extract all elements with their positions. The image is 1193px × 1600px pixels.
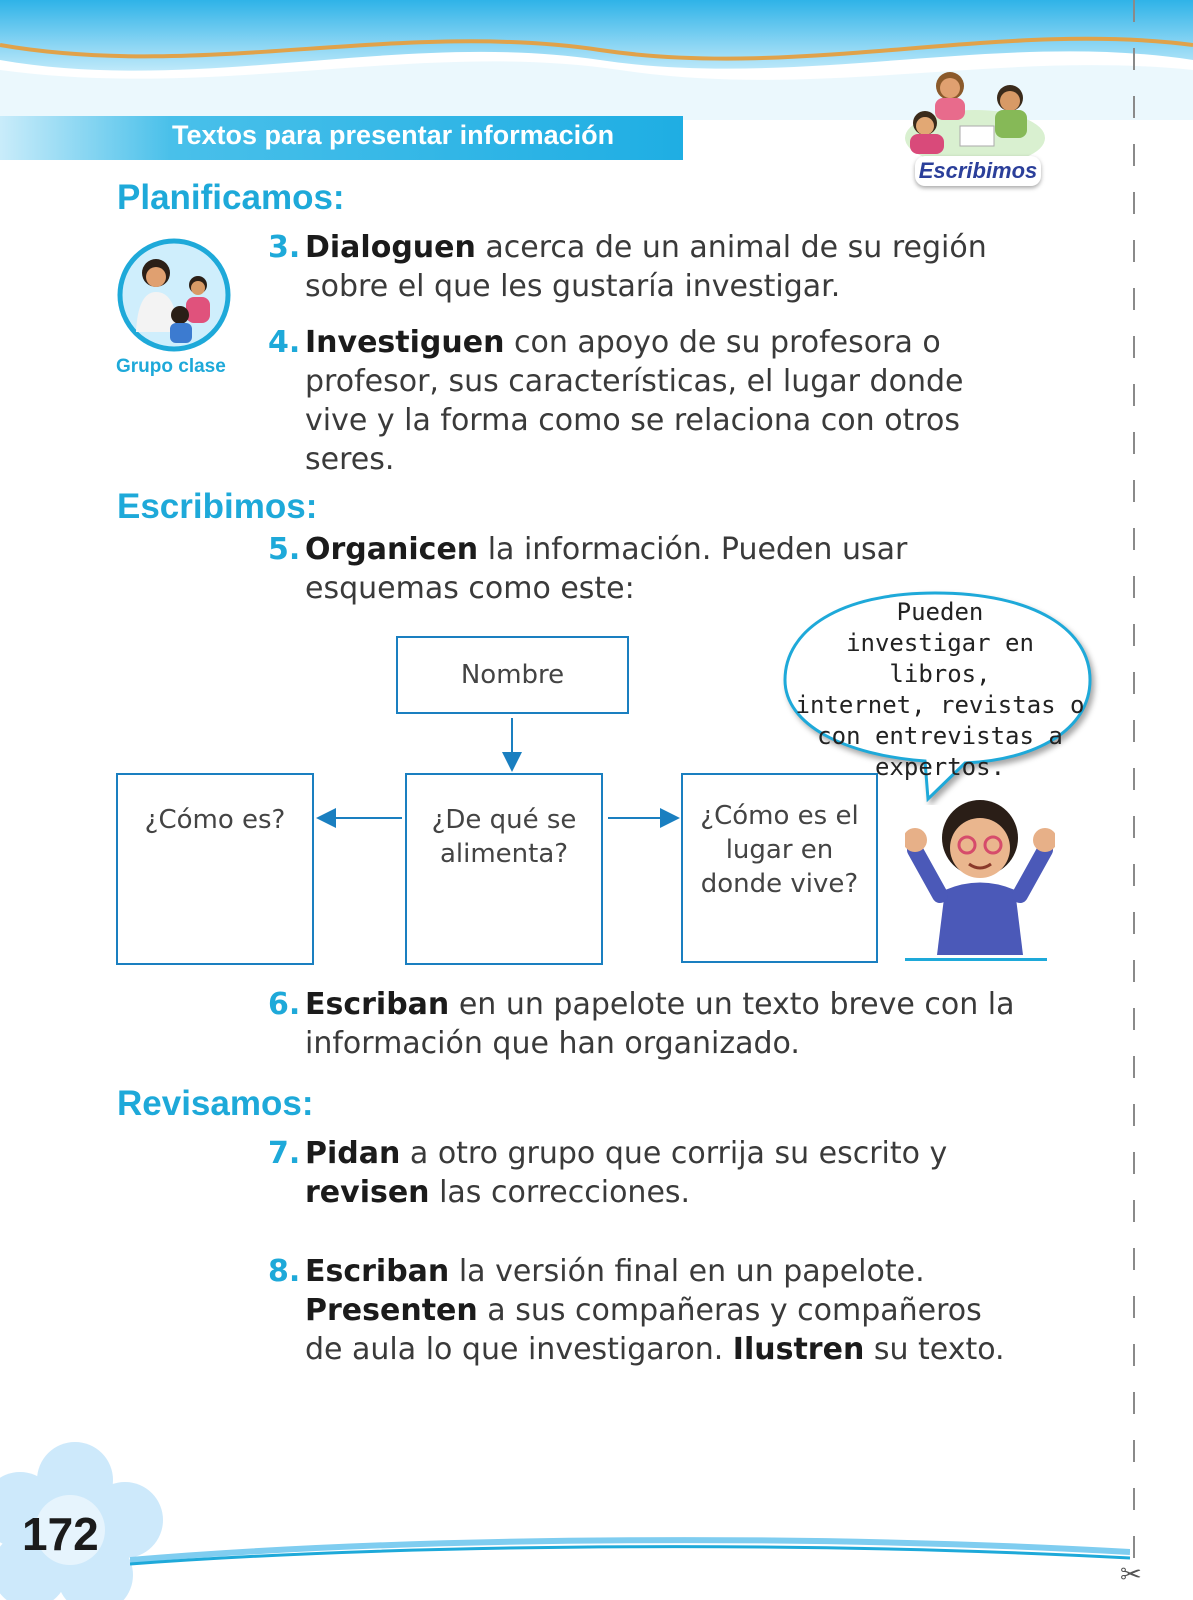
item-verb: Escriban bbox=[305, 987, 450, 1022]
item-verb: Investiguen bbox=[305, 325, 505, 360]
avatar-caption: Grupo clase bbox=[116, 356, 226, 377]
item-text: información que han organizado. bbox=[305, 1026, 800, 1061]
planificamos-heading: Planificamos: bbox=[117, 178, 345, 217]
revisamos-heading: Revisamos: bbox=[117, 1084, 314, 1123]
diagram-label: ¿Cómo es? bbox=[144, 805, 286, 835]
item-verb: Ilustren bbox=[732, 1332, 865, 1367]
diagram-label: alimenta? bbox=[439, 839, 569, 869]
diagram-label: lugar en bbox=[725, 835, 834, 865]
bubble-line: Pueden bbox=[896, 598, 984, 626]
item-number: 6. bbox=[268, 987, 301, 1022]
footer-wave bbox=[130, 1530, 1130, 1570]
list-item-8 bbox=[268, 1252, 1065, 1369]
item-verb: Dialoguen bbox=[305, 230, 476, 265]
item-text: seres. bbox=[305, 442, 395, 477]
bubble-line: con entrevistas a bbox=[817, 722, 1063, 750]
item-text: profesor, sus características, el lugar donde bbox=[305, 364, 964, 399]
girl-illustration bbox=[905, 790, 1055, 965]
item-text: la información. Pueden usar bbox=[478, 532, 908, 567]
diagram-label: donde vive? bbox=[700, 869, 859, 899]
list-item-7 bbox=[268, 1134, 1065, 1212]
diagram-label: ¿Cómo es el bbox=[700, 801, 859, 831]
girl-floor-line bbox=[905, 958, 1047, 961]
item-text: a sus compañeras y compañeros bbox=[477, 1293, 982, 1328]
scissors-icon: ✂ bbox=[1120, 1560, 1142, 1590]
page-number: 172 bbox=[22, 1508, 99, 1560]
banner-title: Textos para presentar información bbox=[172, 120, 615, 150]
item-text: en un papelote un texto breve con la bbox=[449, 987, 1015, 1022]
item-number: 3. bbox=[268, 230, 301, 265]
item-number: 8. bbox=[268, 1254, 301, 1289]
diagram-label: Nombre bbox=[460, 660, 565, 690]
bubble-line: investigar en libros, bbox=[846, 629, 1034, 688]
item-text: sobre el que les gustaría investigar. bbox=[305, 269, 841, 304]
item-verb: Escriban bbox=[305, 1254, 450, 1289]
item-text: vive y la forma como se relaciona con otros bbox=[305, 403, 960, 438]
bubble-line: internet, revistas o bbox=[795, 691, 1085, 719]
item-text: con apoyo de su profesora o bbox=[504, 325, 941, 360]
item-text: su texto. bbox=[864, 1332, 1005, 1367]
item-number: 7. bbox=[268, 1136, 301, 1171]
bubble-line: expertos. bbox=[874, 753, 1006, 781]
item-text: las correcciones. bbox=[429, 1175, 691, 1210]
item-verb: revisen bbox=[305, 1175, 430, 1210]
escribimos-heading: Escribimos: bbox=[117, 487, 318, 526]
list-item-6 bbox=[268, 985, 1085, 1063]
diagram-label: ¿De qué se bbox=[431, 805, 577, 835]
escribimos-badge-label: Escribimos bbox=[918, 158, 1038, 183]
item-text: esquemas como este: bbox=[305, 571, 635, 606]
cut-line bbox=[1133, 0, 1135, 1560]
item-number: 4. bbox=[268, 325, 301, 360]
item-verb: Presenten bbox=[305, 1293, 478, 1328]
item-text: de aula lo que investigaron. bbox=[305, 1332, 733, 1367]
item-text: la versión final en un papelote. bbox=[449, 1254, 925, 1289]
item-text: acerca de un animal de su región bbox=[475, 230, 987, 265]
item-verb: Pidan bbox=[305, 1136, 401, 1171]
item-text: a otro grupo que corrija su escrito y bbox=[400, 1136, 948, 1171]
item-verb: Organicen bbox=[305, 532, 479, 567]
item-number: 5. bbox=[268, 532, 301, 567]
speech-bubble-text bbox=[790, 597, 1090, 783]
